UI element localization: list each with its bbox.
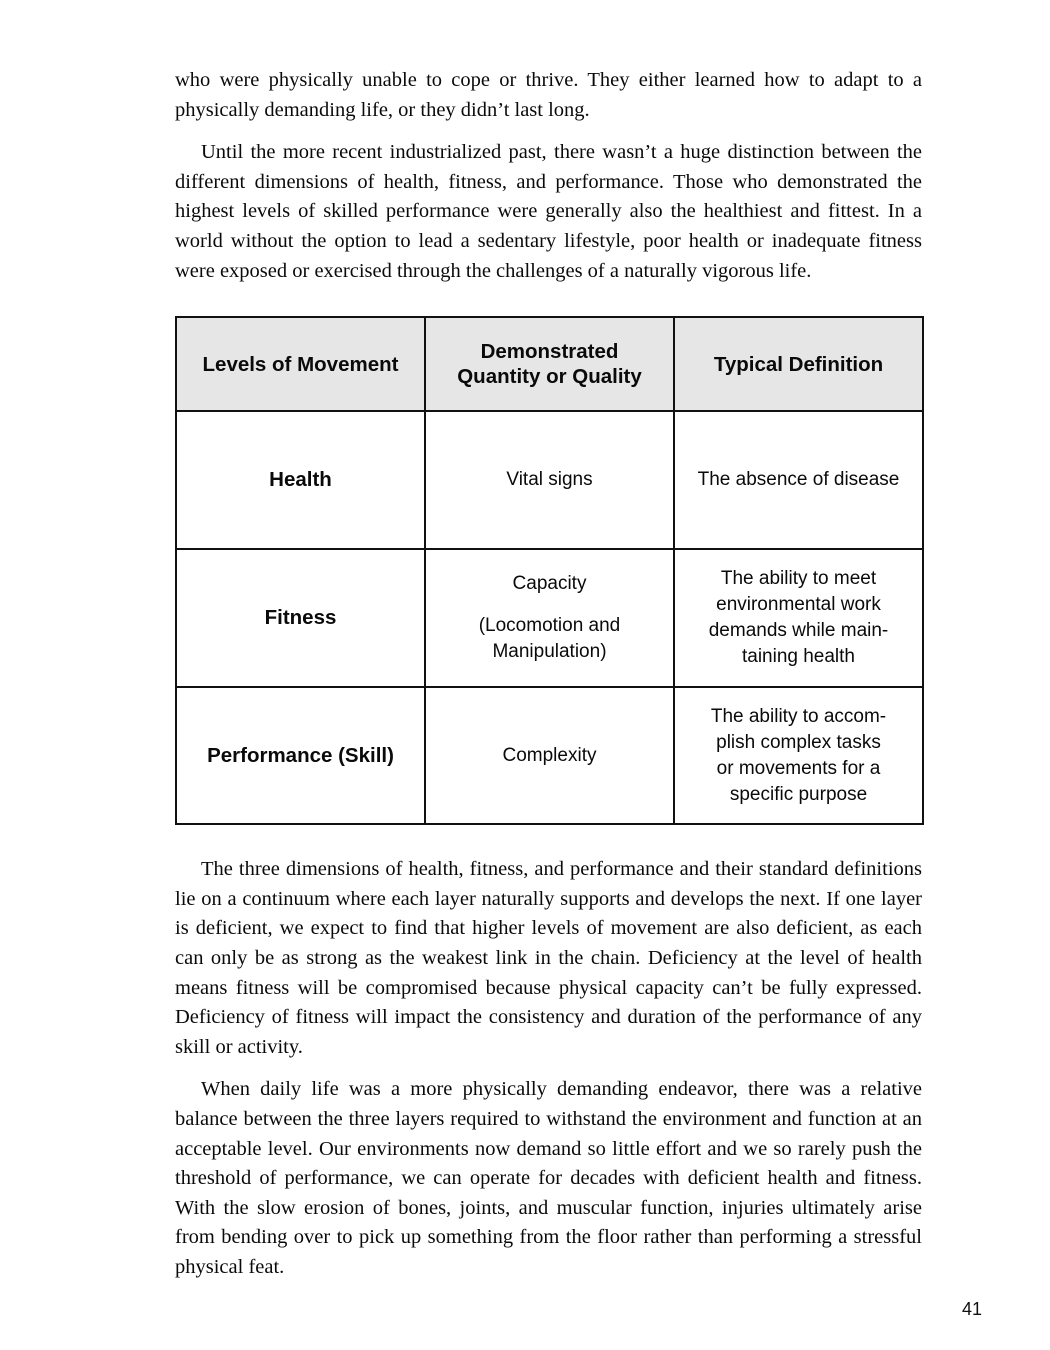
cell-definition-performance <box>674 687 923 824</box>
cell-quantity-fitness <box>425 549 674 687</box>
table-header-row <box>176 317 923 411</box>
cell-quantity-health <box>425 411 674 549</box>
cell-line: The ability to accom- <box>710 705 887 727</box>
cell-line: Vital signs <box>506 469 593 491</box>
header-line: Typical Definition <box>713 352 884 376</box>
cell-line: plish complex tasks <box>716 731 881 753</box>
header-line: Quantity or Quality <box>457 365 642 389</box>
cell-line: specific purpose <box>729 783 868 805</box>
cell-quantity-performance <box>425 687 674 824</box>
page-content <box>175 66 922 1282</box>
levels-of-movement-table-wrapper <box>175 316 922 825</box>
table-row <box>176 687 923 824</box>
cell-level-fitness: Fitness <box>176 549 425 687</box>
cell-line: (Locomotion and <box>478 615 621 637</box>
cell-line: The absence of disease <box>697 469 900 491</box>
column-header-demonstrated-quantity-or-quality <box>425 317 674 411</box>
cell-line: Complexity <box>502 744 597 766</box>
levels-of-movement-table <box>175 316 924 825</box>
paragraph-until-industrialized: Until the more recent industrialized past, there wasn’t a huge distinction between the different dimensions of health, fitness, and performance. Those who demonstrated the highest levels of skilled performance were generally also the healthiest and fittest. In a world without the option to lead a sedentary lifestyle, poor health or inadequate fitness were exposed or exercised through the challenges of a naturally vigorous life. <box>175 141 922 282</box>
cell-line: The ability to meet <box>720 568 877 590</box>
cell-level-health: Health <box>176 411 425 549</box>
table-row <box>176 549 923 687</box>
cell-line: taining health <box>741 646 856 668</box>
cell-line: Capacity <box>512 573 587 595</box>
cell-line: Manipulation) <box>492 641 607 663</box>
cell-line: environmental work <box>716 594 881 616</box>
header-line: Demonstrated <box>480 340 619 364</box>
cell-definition-health <box>674 411 923 549</box>
cell-definition-fitness <box>674 549 923 687</box>
table-body <box>176 411 923 824</box>
table-header <box>176 317 923 411</box>
cell-level-performance: Performance (Skill) <box>176 687 425 824</box>
paragraph-when-daily-life: When daily life was a more physically demanding endeavor, there was a relative balance between the three layers required to withstand the environment and function at an acceptable level. Our environments now demand so little effort and we so rarely push the threshold of performance, we can operate for decades with deficient health and fitness. With the slow erosion of bones, joints, and muscular function, injuries ultimately arise from bending over to pick up something from the floor rather than performing a stressful physical feat. <box>175 1078 922 1278</box>
column-header-levels-of-movement <box>176 317 425 411</box>
page-number: 41 <box>961 1299 982 1319</box>
cell-line-spacer <box>436 597 663 613</box>
header-line: Levels of Movement <box>202 352 399 376</box>
column-header-typical-definition <box>674 317 923 411</box>
cell-line: or movements for a <box>716 757 881 779</box>
cell-line: demands while main- <box>708 620 889 642</box>
paragraph-continued: who were physically unable to cope or thrive. They either learned how to adapt to a physically demanding life, or they didn’t last long. <box>175 69 922 121</box>
paragraph-three-dimensions: The three dimensions of health, fitness, and performance and their standard definitions lie on a continuum where each layer naturally supports and develops the next. If one layer is deficient, we expect to find that higher levels of movement are also deficient, as each can only be as strong as the weakest link in the chain. Deficiency at the level of health means fitness will be compromised because physical capacity can’t be fully expressed. Deficiency of fitness will impact the consistency and duration of the performance of any skill or activity. <box>175 858 922 1058</box>
table-row <box>176 411 923 549</box>
